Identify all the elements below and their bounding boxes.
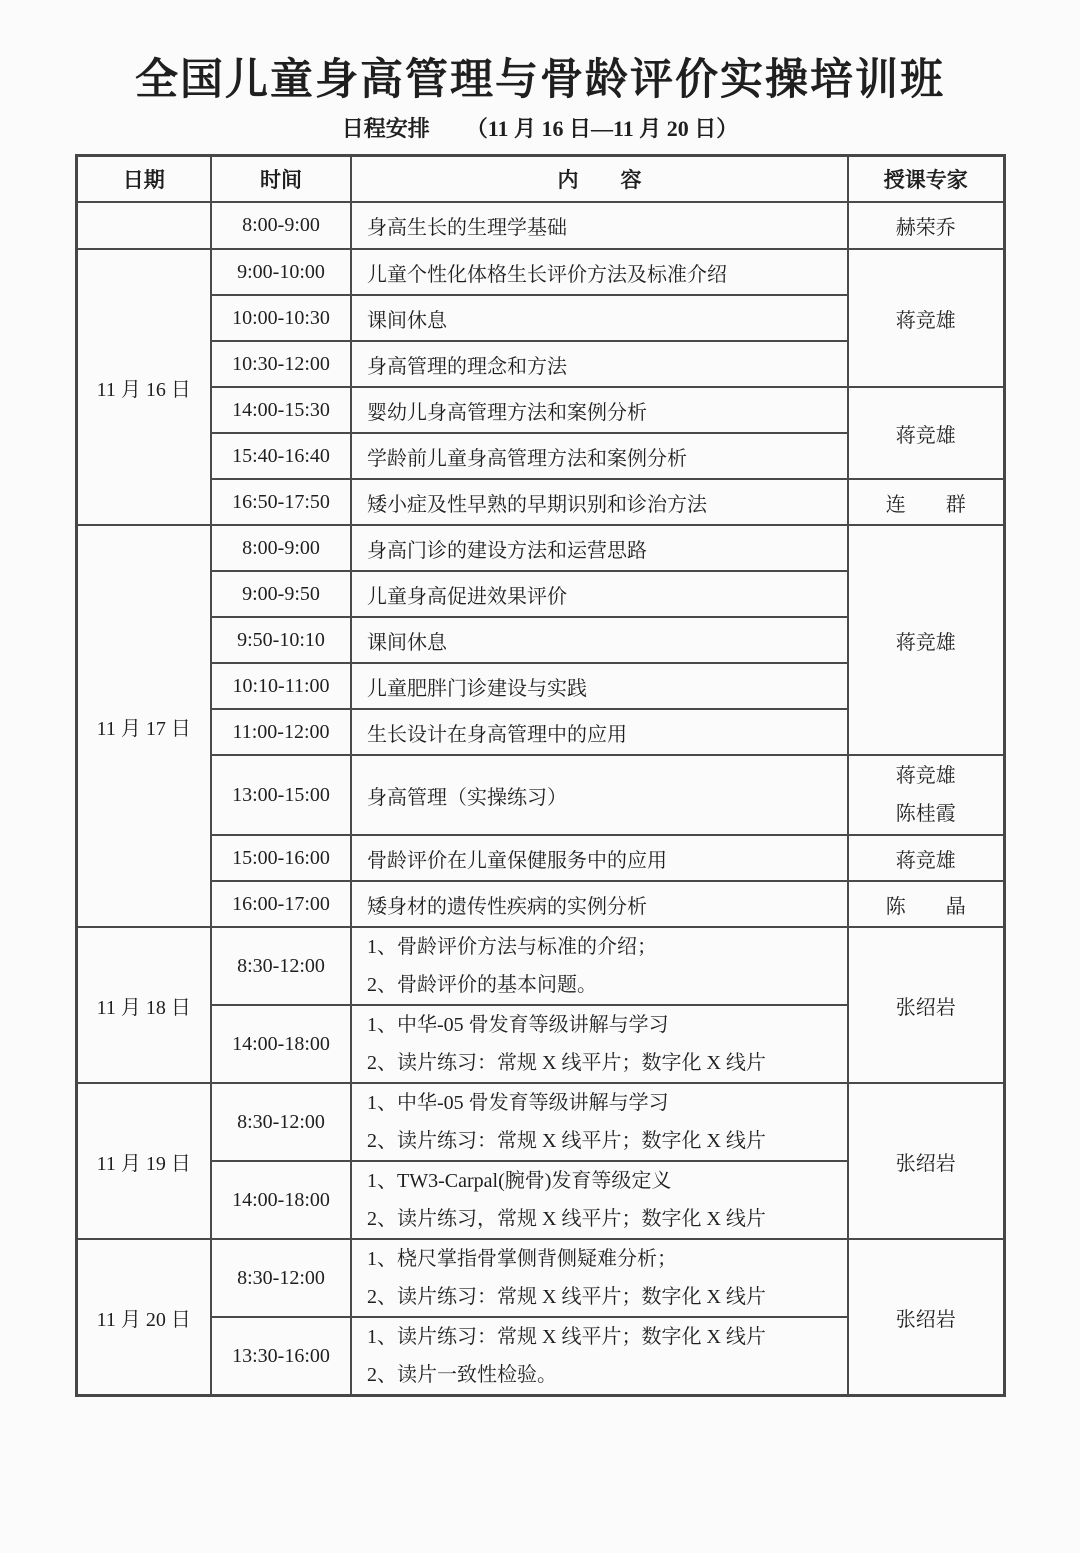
table-row: [76, 387, 1004, 433]
subtitle-date-range: （11 月 16 日—11 月 20 日）: [465, 116, 739, 141]
time-cell: 15:40-16:40: [211, 433, 351, 479]
time-cell: 14:00-15:30: [211, 387, 351, 433]
content-cell: [351, 1239, 848, 1317]
date-cell: [76, 202, 211, 249]
time-cell: 14:00-18:00: [211, 1161, 351, 1239]
content-line: 2、骨龄评价的基本问题。: [367, 974, 597, 996]
content-line: 2、读片一致性检验。: [367, 1364, 557, 1386]
content-cell: [351, 927, 848, 1005]
content-line: 1、中华-05 骨发育等级讲解与学习: [367, 1014, 669, 1036]
page-title: 全国儿童身高管理与骨龄评价实操培训班: [135, 57, 945, 104]
content-cell: 矮身材的遗传性疾病的实例分析: [351, 881, 848, 927]
content-cell: 课间休息: [351, 617, 848, 663]
content-cell: 骨龄评价在儿童保健服务中的应用: [351, 835, 848, 881]
table-row: [76, 755, 1004, 835]
time-cell: 10:10-11:00: [211, 663, 351, 709]
time-cell: 9:50-10:10: [211, 617, 351, 663]
content-cell: 身高生长的生理学基础: [351, 202, 848, 249]
time-cell: 16:50-17:50: [211, 479, 351, 525]
time-cell: 13:30-16:00: [211, 1317, 351, 1396]
content-cell: 矮小症及性早熟的早期识别和诊治方法: [351, 479, 848, 525]
header-expert: 授课专家: [848, 156, 1004, 203]
date-cell: 11 月 20 日: [76, 1239, 211, 1396]
expert-cell: 赫荣乔: [848, 202, 1004, 249]
table-row: [76, 249, 1004, 295]
time-cell: 14:00-18:00: [211, 1005, 351, 1083]
table-row: [76, 479, 1004, 525]
expert-cell: 蒋竞雄: [848, 835, 1004, 881]
content-cell: 课间休息: [351, 295, 848, 341]
date-cell: 11 月 18 日: [76, 927, 211, 1083]
expert-cell: 连 群: [848, 479, 1004, 525]
expert-cell: 蒋竞雄: [848, 249, 1004, 387]
expert-cell: [848, 755, 1004, 835]
content-line: 2、读片练习：常规 X 线平片；数字化 X 线片: [367, 1052, 766, 1074]
content-cell: 身高管理（实操练习）: [351, 755, 848, 835]
subtitle-label: 日程安排: [341, 116, 430, 141]
time-cell: 10:30-12:00: [211, 341, 351, 387]
header-content: 内 容: [351, 156, 848, 203]
table-row: [76, 881, 1004, 927]
table-row: [76, 202, 1004, 249]
table-row: [76, 1083, 1004, 1161]
content-cell: [351, 1161, 848, 1239]
table-row: [76, 835, 1004, 881]
table-row: [76, 525, 1004, 571]
expert-cell: 张绍岩: [848, 1239, 1004, 1396]
date-cell: 11 月 17 日: [76, 525, 211, 927]
content-line: 2、读片练习：常规 X 线平片；数字化 X 线片: [367, 1130, 766, 1152]
content-cell: 身高管理的理念和方法: [351, 341, 848, 387]
content-cell: 婴幼儿身高管理方法和案例分析: [351, 387, 848, 433]
expert-cell: 张绍岩: [848, 927, 1004, 1083]
time-cell: 8:00-9:00: [211, 202, 351, 249]
content-cell: [351, 1083, 848, 1161]
time-cell: 15:00-16:00: [211, 835, 351, 881]
content-cell: 儿童个性化体格生长评价方法及标准介绍: [351, 249, 848, 295]
expert-cell: 蒋竞雄: [848, 387, 1004, 479]
time-cell: 8:30-12:00: [211, 927, 351, 1005]
expert-cell: 陈 晶: [848, 881, 1004, 927]
time-cell: 8:30-12:00: [211, 1239, 351, 1317]
content-line: 2、读片练习：常规 X 线平片；数字化 X 线片: [367, 1286, 766, 1308]
content-cell: 学龄前儿童身高管理方法和案例分析: [351, 433, 848, 479]
time-cell: 10:00-10:30: [211, 295, 351, 341]
table-row: [76, 927, 1004, 1005]
header-time: 时间: [211, 156, 351, 203]
time-cell: 9:00-10:00: [211, 249, 351, 295]
time-cell: 13:00-15:00: [211, 755, 351, 835]
expert-cell: 蒋竞雄: [848, 525, 1004, 755]
content-cell: 儿童身高促进效果评价: [351, 571, 848, 617]
time-cell: 8:30-12:00: [211, 1083, 351, 1161]
content-cell: 生长设计在身高管理中的应用: [351, 709, 848, 755]
content-line: 1、TW3-Carpal(腕骨)发育等级定义: [367, 1170, 672, 1192]
header-date: 日期: [76, 156, 211, 203]
date-cell: 11 月 19 日: [76, 1083, 211, 1239]
time-cell: 9:00-9:50: [211, 571, 351, 617]
time-cell: 8:00-9:00: [211, 525, 351, 571]
date-cell: 11 月 16 日: [76, 249, 211, 525]
table-row: [76, 1239, 1004, 1317]
content-cell: [351, 1005, 848, 1083]
header-row: [76, 156, 1004, 203]
expert-name: 陈桂霞: [895, 803, 956, 825]
page-subtitle: [0, 114, 1080, 144]
content-cell: 儿童肥胖门诊建设与实践: [351, 663, 848, 709]
expert-name: 蒋竞雄: [895, 765, 956, 787]
expert-cell: 张绍岩: [848, 1083, 1004, 1239]
time-cell: 11:00-12:00: [211, 709, 351, 755]
content-line: 1、骨龄评价方法与标准的介绍；: [367, 936, 657, 958]
time-cell: 16:00-17:00: [211, 881, 351, 927]
content-line: 1、桡尺掌指骨掌侧背侧疑难分析；: [367, 1248, 677, 1270]
schedule-table: [75, 154, 1006, 1397]
content-line: 2、读片练习，常规 X 线平片；数字化 X 线片: [367, 1208, 766, 1230]
content-line: 1、读片练习：常规 X 线平片；数字化 X 线片: [367, 1326, 766, 1348]
content-cell: [351, 1317, 848, 1396]
content-line: 1、中华-05 骨发育等级讲解与学习: [367, 1092, 669, 1114]
content-cell: 身高门诊的建设方法和运营思路: [351, 525, 848, 571]
